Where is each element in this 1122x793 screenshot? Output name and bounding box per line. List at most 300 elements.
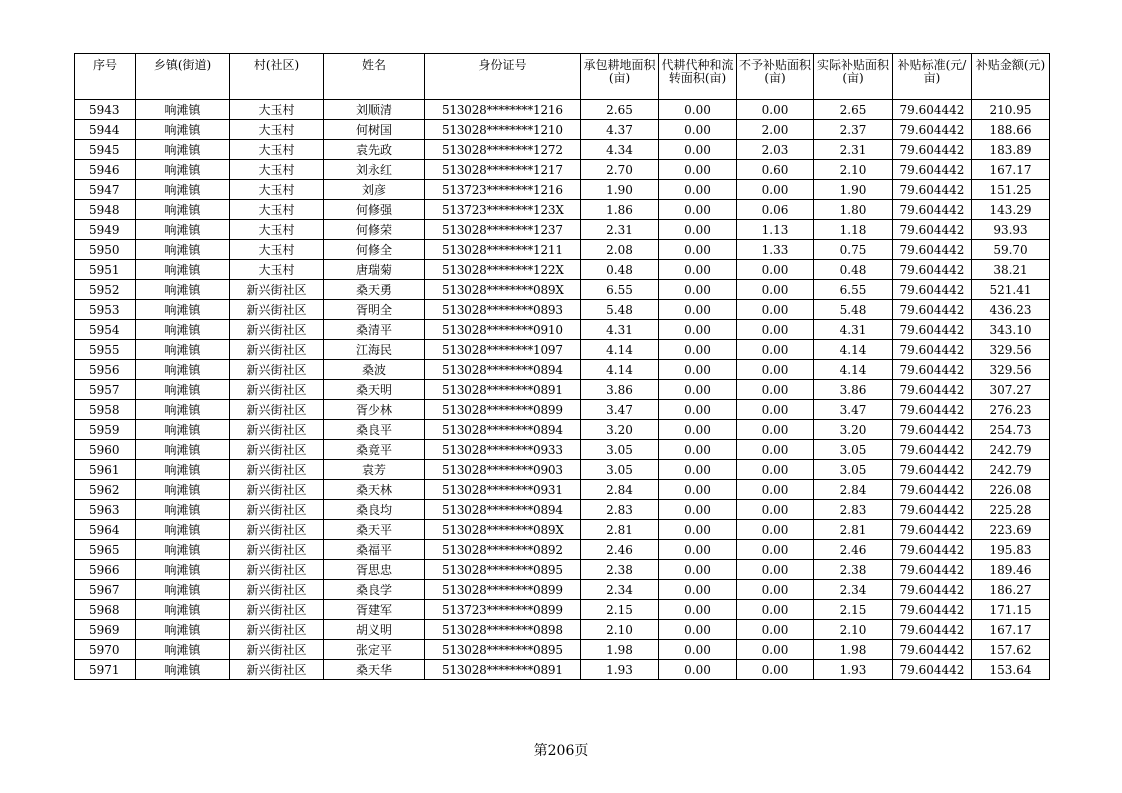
- name-cell: 刘永红: [324, 160, 425, 180]
- excluded-area-cell: 0.00: [737, 420, 814, 440]
- subsidy-rate-cell: 79.604442: [893, 360, 972, 380]
- id-number-cell: 513028********1272: [425, 140, 581, 160]
- transfer-area-cell: 0.00: [659, 220, 737, 240]
- subsidy-amount-cell: 276.23: [972, 400, 1050, 420]
- transfer-area-cell: 0.00: [659, 580, 737, 600]
- village-cell: 大玉村: [230, 140, 324, 160]
- village-cell: 新兴街社区: [230, 580, 324, 600]
- seq-cell: 5962: [75, 480, 136, 500]
- subsidy-rate-cell: 79.604442: [893, 260, 972, 280]
- table-row: [75, 100, 1050, 120]
- id-number-cell: 513028********0894: [425, 420, 581, 440]
- subsidy-amount-cell: 242.79: [972, 440, 1050, 460]
- name-cell: 桑良均: [324, 500, 425, 520]
- actual-area-cell: 0.48: [814, 260, 893, 280]
- subsidy-amount-cell: 183.89: [972, 140, 1050, 160]
- contract-area-cell: 3.20: [581, 420, 659, 440]
- contract-area-cell: 1.90: [581, 180, 659, 200]
- town-cell: 响滩镇: [136, 260, 230, 280]
- subsidy-rate-cell: 79.604442: [893, 380, 972, 400]
- name-cell: 刘彦: [324, 180, 425, 200]
- subsidy-amount-cell: 38.21: [972, 260, 1050, 280]
- id-number-cell: 513028********0933: [425, 440, 581, 460]
- actual-area-cell: 4.14: [814, 360, 893, 380]
- excluded-area-cell: 0.00: [737, 500, 814, 520]
- transfer-area-cell: 0.00: [659, 120, 737, 140]
- excluded-area-cell: 0.00: [737, 540, 814, 560]
- transfer-area-cell: 0.00: [659, 300, 737, 320]
- seq-cell: 5965: [75, 540, 136, 560]
- table-row: [75, 420, 1050, 440]
- village-cell: 大玉村: [230, 260, 324, 280]
- town-cell: 响滩镇: [136, 560, 230, 580]
- actual-area-cell: 4.14: [814, 340, 893, 360]
- table-row: [75, 440, 1050, 460]
- subsidy-amount-cell: 195.83: [972, 540, 1050, 560]
- seq-cell: 5955: [75, 340, 136, 360]
- excluded-area-cell: 1.13: [737, 220, 814, 240]
- table-row: [75, 640, 1050, 660]
- transfer-area-cell: 0.00: [659, 400, 737, 420]
- id-number-cell: 513028********0894: [425, 500, 581, 520]
- actual-area-cell: 1.93: [814, 660, 893, 680]
- actual-area-cell: 2.10: [814, 160, 893, 180]
- transfer-area-cell: 0.00: [659, 520, 737, 540]
- contract-area-cell: 2.46: [581, 540, 659, 560]
- transfer-area-cell: 0.00: [659, 480, 737, 500]
- table-row: [75, 160, 1050, 180]
- subsidy-rate-cell: 79.604442: [893, 440, 972, 460]
- actual-area-cell: 3.05: [814, 440, 893, 460]
- id-number-cell: 513028********0899: [425, 400, 581, 420]
- actual-area-cell: 2.37: [814, 120, 893, 140]
- id-number-cell: 513028********0894: [425, 360, 581, 380]
- village-cell: 大玉村: [230, 200, 324, 220]
- name-cell: 何树国: [324, 120, 425, 140]
- subsidy-amount-cell: 186.27: [972, 580, 1050, 600]
- name-cell: 桑天林: [324, 480, 425, 500]
- actual-area-cell: 3.47: [814, 400, 893, 420]
- transfer-area-cell: 0.00: [659, 340, 737, 360]
- table-row: [75, 400, 1050, 420]
- town-cell: 响滩镇: [136, 160, 230, 180]
- actual-area-cell: 2.83: [814, 500, 893, 520]
- excluded-area-cell: 0.00: [737, 320, 814, 340]
- excluded-area-cell: 1.33: [737, 240, 814, 260]
- name-cell: 袁芳: [324, 460, 425, 480]
- town-cell: 响滩镇: [136, 140, 230, 160]
- actual-area-cell: 1.90: [814, 180, 893, 200]
- page-number: 第206页: [533, 743, 589, 759]
- transfer-area-cell: 0.00: [659, 540, 737, 560]
- actual-area-cell: 1.98: [814, 640, 893, 660]
- subsidy-amount-cell: 59.70: [972, 240, 1050, 260]
- name-cell: 桑福平: [324, 540, 425, 560]
- subsidy-amount-cell: 151.25: [972, 180, 1050, 200]
- town-cell: 响滩镇: [136, 420, 230, 440]
- name-cell: 胥明全: [324, 300, 425, 320]
- header-subsidy-rate: 补贴标准(元/亩): [893, 54, 972, 100]
- town-cell: 响滩镇: [136, 520, 230, 540]
- id-number-cell: 513028********0892: [425, 540, 581, 560]
- transfer-area-cell: 0.00: [659, 180, 737, 200]
- actual-area-cell: 1.18: [814, 220, 893, 240]
- excluded-area-cell: 0.00: [737, 640, 814, 660]
- seq-cell: 5943: [75, 100, 136, 120]
- contract-area-cell: 1.98: [581, 640, 659, 660]
- subsidy-amount-cell: 143.29: [972, 200, 1050, 220]
- village-cell: 新兴街社区: [230, 480, 324, 500]
- table-row: [75, 580, 1050, 600]
- contract-area-cell: 5.48: [581, 300, 659, 320]
- actual-area-cell: 2.81: [814, 520, 893, 540]
- id-number-cell: 513723********123X: [425, 200, 581, 220]
- subsidy-rate-cell: 79.604442: [893, 560, 972, 580]
- contract-area-cell: 4.37: [581, 120, 659, 140]
- seq-cell: 5958: [75, 400, 136, 420]
- subsidy-amount-cell: 436.23: [972, 300, 1050, 320]
- name-cell: 袁先政: [324, 140, 425, 160]
- name-cell: 刘顺清: [324, 100, 425, 120]
- town-cell: 响滩镇: [136, 280, 230, 300]
- transfer-area-cell: 0.00: [659, 320, 737, 340]
- table-row: [75, 620, 1050, 640]
- village-cell: 新兴街社区: [230, 440, 324, 460]
- table-row: [75, 380, 1050, 400]
- town-cell: 响滩镇: [136, 500, 230, 520]
- subsidy-rate-cell: 79.604442: [893, 280, 972, 300]
- table-row: [75, 260, 1050, 280]
- name-cell: 桑良平: [324, 420, 425, 440]
- contract-area-cell: 2.10: [581, 620, 659, 640]
- transfer-area-cell: 0.00: [659, 140, 737, 160]
- subsidy-amount-cell: 189.46: [972, 560, 1050, 580]
- village-cell: 新兴街社区: [230, 620, 324, 640]
- subsidy-rate-cell: 79.604442: [893, 320, 972, 340]
- town-cell: 响滩镇: [136, 440, 230, 460]
- subsidy-rate-cell: 79.604442: [893, 520, 972, 540]
- seq-cell: 5956: [75, 360, 136, 380]
- header-actual-area: 实际补贴面积(亩): [814, 54, 893, 100]
- id-number-cell: 513028********0899: [425, 580, 581, 600]
- excluded-area-cell: 0.00: [737, 260, 814, 280]
- excluded-area-cell: 0.00: [737, 400, 814, 420]
- contract-area-cell: 2.08: [581, 240, 659, 260]
- contract-area-cell: 2.84: [581, 480, 659, 500]
- excluded-area-cell: 0.00: [737, 280, 814, 300]
- village-cell: 新兴街社区: [230, 280, 324, 300]
- id-number-cell: 513028********1097: [425, 340, 581, 360]
- subsidy-amount-cell: 242.79: [972, 460, 1050, 480]
- name-cell: 张定平: [324, 640, 425, 660]
- transfer-area-cell: 0.00: [659, 280, 737, 300]
- contract-area-cell: 2.81: [581, 520, 659, 540]
- subsidy-amount-cell: 171.15: [972, 600, 1050, 620]
- subsidy-amount-cell: 167.17: [972, 160, 1050, 180]
- subsidy-amount-cell: 343.10: [972, 320, 1050, 340]
- table-row: [75, 200, 1050, 220]
- subsidy-rate-cell: 79.604442: [893, 580, 972, 600]
- id-number-cell: 513723********0899: [425, 600, 581, 620]
- table-row: [75, 600, 1050, 620]
- table-row: [75, 180, 1050, 200]
- town-cell: 响滩镇: [136, 340, 230, 360]
- table-row: [75, 140, 1050, 160]
- id-number-cell: 513028********1237: [425, 220, 581, 240]
- id-number-cell: 513028********122X: [425, 260, 581, 280]
- subsidy-rate-cell: 79.604442: [893, 660, 972, 680]
- village-cell: 新兴街社区: [230, 460, 324, 480]
- seq-cell: 5952: [75, 280, 136, 300]
- name-cell: 江海民: [324, 340, 425, 360]
- excluded-area-cell: 0.60: [737, 160, 814, 180]
- town-cell: 响滩镇: [136, 600, 230, 620]
- subsidy-rate-cell: 79.604442: [893, 620, 972, 640]
- town-cell: 响滩镇: [136, 120, 230, 140]
- actual-area-cell: 0.75: [814, 240, 893, 260]
- id-number-cell: 513028********0931: [425, 480, 581, 500]
- contract-area-cell: 3.47: [581, 400, 659, 420]
- actual-area-cell: 2.34: [814, 580, 893, 600]
- subsidy-rate-cell: 79.604442: [893, 100, 972, 120]
- name-cell: 胥建军: [324, 600, 425, 620]
- id-number-cell: 513028********1217: [425, 160, 581, 180]
- table-row: [75, 660, 1050, 680]
- table-row: [75, 320, 1050, 340]
- transfer-area-cell: 0.00: [659, 360, 737, 380]
- contract-area-cell: 2.31: [581, 220, 659, 240]
- id-number-cell: 513028********0893: [425, 300, 581, 320]
- transfer-area-cell: 0.00: [659, 440, 737, 460]
- contract-area-cell: 6.55: [581, 280, 659, 300]
- header-transfer-area: 代耕代种和流转面积(亩): [659, 54, 737, 100]
- excluded-area-cell: 0.00: [737, 580, 814, 600]
- town-cell: 响滩镇: [136, 400, 230, 420]
- table-row: [75, 360, 1050, 380]
- town-cell: 响滩镇: [136, 380, 230, 400]
- actual-area-cell: 3.86: [814, 380, 893, 400]
- village-cell: 新兴街社区: [230, 400, 324, 420]
- seq-cell: 5964: [75, 520, 136, 540]
- actual-area-cell: 6.55: [814, 280, 893, 300]
- subsidy-amount-cell: 521.41: [972, 280, 1050, 300]
- excluded-area-cell: 0.00: [737, 440, 814, 460]
- village-cell: 大玉村: [230, 160, 324, 180]
- subsidy-rate-cell: 79.604442: [893, 200, 972, 220]
- header-seq: 序号: [75, 54, 136, 100]
- name-cell: 桑竟平: [324, 440, 425, 460]
- id-number-cell: 513028********0891: [425, 380, 581, 400]
- actual-area-cell: 2.38: [814, 560, 893, 580]
- seq-cell: 5968: [75, 600, 136, 620]
- id-number-cell: 513028********1216: [425, 100, 581, 120]
- id-number-cell: 513723********1216: [425, 180, 581, 200]
- id-number-cell: 513028********1211: [425, 240, 581, 260]
- village-cell: 新兴街社区: [230, 300, 324, 320]
- table-row: [75, 460, 1050, 480]
- contract-area-cell: 2.34: [581, 580, 659, 600]
- name-cell: 唐瑞菊: [324, 260, 425, 280]
- name-cell: 何修荣: [324, 220, 425, 240]
- contract-area-cell: 2.15: [581, 600, 659, 620]
- subsidy-rate-cell: 79.604442: [893, 400, 972, 420]
- excluded-area-cell: 0.00: [737, 300, 814, 320]
- header-village: 村(社区): [230, 54, 324, 100]
- id-number-cell: 513028********0895: [425, 560, 581, 580]
- header-row: [75, 54, 1050, 100]
- village-cell: 新兴街社区: [230, 540, 324, 560]
- actual-area-cell: 2.10: [814, 620, 893, 640]
- subsidy-amount-cell: 226.08: [972, 480, 1050, 500]
- actual-area-cell: 2.15: [814, 600, 893, 620]
- town-cell: 响滩镇: [136, 200, 230, 220]
- excluded-area-cell: 0.00: [737, 520, 814, 540]
- seq-cell: 5949: [75, 220, 136, 240]
- transfer-area-cell: 0.00: [659, 100, 737, 120]
- excluded-area-cell: 0.00: [737, 620, 814, 640]
- transfer-area-cell: 0.00: [659, 160, 737, 180]
- village-cell: 大玉村: [230, 220, 324, 240]
- transfer-area-cell: 0.00: [659, 460, 737, 480]
- header-name: 姓名: [324, 54, 425, 100]
- id-number-cell: 513028********1210: [425, 120, 581, 140]
- seq-cell: 5946: [75, 160, 136, 180]
- excluded-area-cell: 0.00: [737, 660, 814, 680]
- town-cell: 响滩镇: [136, 620, 230, 640]
- table-row: [75, 540, 1050, 560]
- contract-area-cell: 2.38: [581, 560, 659, 580]
- subsidy-amount-cell: 153.64: [972, 660, 1050, 680]
- excluded-area-cell: 0.00: [737, 180, 814, 200]
- transfer-area-cell: 0.00: [659, 560, 737, 580]
- seq-cell: 5947: [75, 180, 136, 200]
- contract-area-cell: 4.31: [581, 320, 659, 340]
- table-row: [75, 300, 1050, 320]
- contract-area-cell: 1.86: [581, 200, 659, 220]
- name-cell: 桑良学: [324, 580, 425, 600]
- transfer-area-cell: 0.00: [659, 380, 737, 400]
- transfer-area-cell: 0.00: [659, 640, 737, 660]
- subsidy-amount-cell: 188.66: [972, 120, 1050, 140]
- table-row: [75, 520, 1050, 540]
- town-cell: 响滩镇: [136, 240, 230, 260]
- subsidy-table: [74, 53, 1050, 680]
- actual-area-cell: 5.48: [814, 300, 893, 320]
- subsidy-amount-cell: 254.73: [972, 420, 1050, 440]
- seq-cell: 5953: [75, 300, 136, 320]
- table-row: [75, 560, 1050, 580]
- name-cell: 何修全: [324, 240, 425, 260]
- subsidy-amount-cell: 167.17: [972, 620, 1050, 640]
- excluded-area-cell: 2.00: [737, 120, 814, 140]
- seq-cell: 5959: [75, 420, 136, 440]
- name-cell: 桑天勇: [324, 280, 425, 300]
- id-number-cell: 513028********089X: [425, 520, 581, 540]
- subsidy-rate-cell: 79.604442: [893, 480, 972, 500]
- village-cell: 新兴街社区: [230, 380, 324, 400]
- town-cell: 响滩镇: [136, 540, 230, 560]
- subsidy-rate-cell: 79.604442: [893, 240, 972, 260]
- subsidy-rate-cell: 79.604442: [893, 500, 972, 520]
- contract-area-cell: 3.05: [581, 440, 659, 460]
- seq-cell: 5969: [75, 620, 136, 640]
- village-cell: 新兴街社区: [230, 360, 324, 380]
- header-excluded-area: 不予补贴面积(亩): [737, 54, 814, 100]
- village-cell: 新兴街社区: [230, 340, 324, 360]
- town-cell: 响滩镇: [136, 360, 230, 380]
- actual-area-cell: 3.05: [814, 460, 893, 480]
- id-number-cell: 513028********0898: [425, 620, 581, 640]
- subsidy-rate-cell: 79.604442: [893, 220, 972, 240]
- contract-area-cell: 3.86: [581, 380, 659, 400]
- transfer-area-cell: 0.00: [659, 240, 737, 260]
- name-cell: 胡义明: [324, 620, 425, 640]
- header-town: 乡镇(街道): [136, 54, 230, 100]
- contract-area-cell: 4.14: [581, 340, 659, 360]
- town-cell: 响滩镇: [136, 180, 230, 200]
- subsidy-rate-cell: 79.604442: [893, 120, 972, 140]
- seq-cell: 5970: [75, 640, 136, 660]
- village-cell: 新兴街社区: [230, 320, 324, 340]
- town-cell: 响滩镇: [136, 480, 230, 500]
- town-cell: 响滩镇: [136, 300, 230, 320]
- excluded-area-cell: 0.00: [737, 460, 814, 480]
- subsidy-rate-cell: 79.604442: [893, 460, 972, 480]
- village-cell: 新兴街社区: [230, 560, 324, 580]
- contract-area-cell: 2.70: [581, 160, 659, 180]
- excluded-area-cell: 0.00: [737, 600, 814, 620]
- name-cell: 桑天明: [324, 380, 425, 400]
- subsidy-amount-cell: 157.62: [972, 640, 1050, 660]
- header-id-number: 身份证号: [425, 54, 581, 100]
- table-body: [75, 100, 1050, 680]
- contract-area-cell: 1.93: [581, 660, 659, 680]
- subsidy-amount-cell: 223.69: [972, 520, 1050, 540]
- id-number-cell: 513028********0891: [425, 660, 581, 680]
- transfer-area-cell: 0.00: [659, 260, 737, 280]
- subsidy-amount-cell: 210.95: [972, 100, 1050, 120]
- town-cell: 响滩镇: [136, 460, 230, 480]
- village-cell: 大玉村: [230, 180, 324, 200]
- subsidy-rate-cell: 79.604442: [893, 600, 972, 620]
- actual-area-cell: 2.46: [814, 540, 893, 560]
- excluded-area-cell: 2.03: [737, 140, 814, 160]
- table-row: [75, 240, 1050, 260]
- seq-cell: 5967: [75, 580, 136, 600]
- subsidy-rate-cell: 79.604442: [893, 160, 972, 180]
- village-cell: 大玉村: [230, 240, 324, 260]
- transfer-area-cell: 0.00: [659, 200, 737, 220]
- excluded-area-cell: 0.00: [737, 480, 814, 500]
- id-number-cell: 513028********0895: [425, 640, 581, 660]
- seq-cell: 5950: [75, 240, 136, 260]
- transfer-area-cell: 0.00: [659, 500, 737, 520]
- table-row: [75, 340, 1050, 360]
- village-cell: 大玉村: [230, 120, 324, 140]
- transfer-area-cell: 0.00: [659, 420, 737, 440]
- subsidy-amount-cell: 329.56: [972, 360, 1050, 380]
- excluded-area-cell: 0.00: [737, 560, 814, 580]
- table-row: [75, 500, 1050, 520]
- excluded-area-cell: 0.00: [737, 360, 814, 380]
- subsidy-rate-cell: 79.604442: [893, 540, 972, 560]
- seq-cell: 5966: [75, 560, 136, 580]
- town-cell: 响滩镇: [136, 220, 230, 240]
- name-cell: 何修强: [324, 200, 425, 220]
- subsidy-amount-cell: 93.93: [972, 220, 1050, 240]
- table-row: [75, 220, 1050, 240]
- name-cell: 桑天平: [324, 520, 425, 540]
